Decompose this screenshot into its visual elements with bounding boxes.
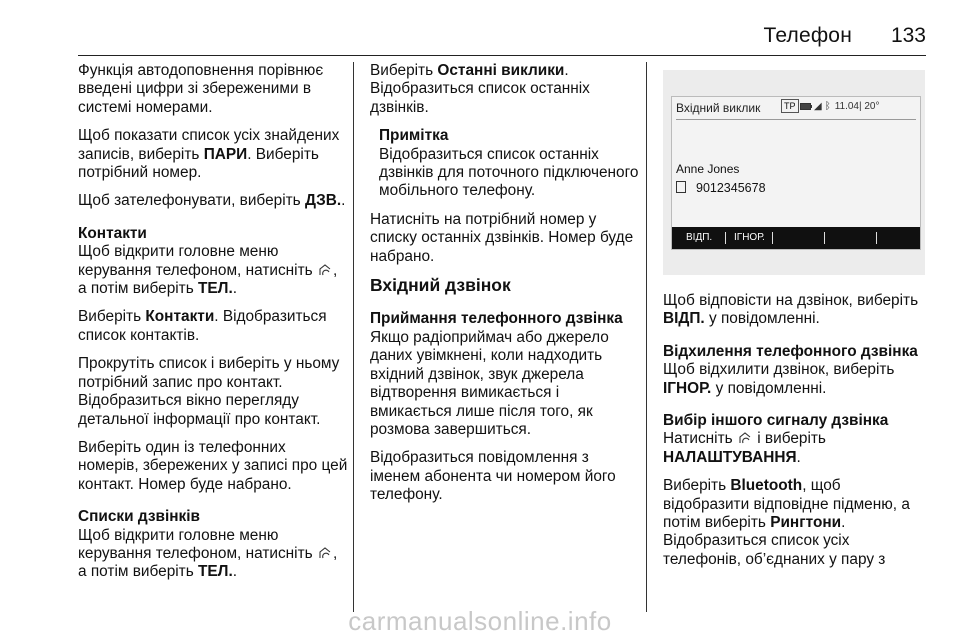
caller-number-row [676, 181, 766, 195]
home-icon [319, 547, 331, 559]
battery-icon [800, 103, 812, 110]
mute-source-paragraph: Якщо радіоприймач або джерело даних увімкнені, коли надходить вхідний дзвінок, звук джерела відтворення вимикається і вмикається лише після того, як розмова завершиться. [370, 328, 609, 438]
answer-paragraph: Щоб відповісти на дзвінок, виберіть ВІДП. у повідомленні. [663, 292, 919, 328]
softkey-separator [824, 232, 825, 244]
call-lists-heading: Списки дзвінків [78, 508, 200, 526]
softkey-separator [725, 232, 726, 244]
ignore-softkey[interactable]: ІГНОР. [734, 232, 765, 243]
softkey-separator [876, 232, 877, 244]
softkey-separator [772, 232, 773, 244]
contacts-heading: Контакти [78, 224, 147, 242]
contacts-number-paragraph: Виберіть один із телефонних номерів, збережених у записі про цей контакт. Номер буде набрано. [78, 438, 348, 493]
note-block [370, 127, 640, 201]
column-1 [78, 62, 350, 582]
answer-softkey[interactable]: ВІДП. [686, 232, 713, 243]
pairs-paragraph: Щоб показати список усіх знайдених записів, виберіть ПАРИ. Виберіть потрібний номер. [78, 127, 340, 182]
incoming-call-heading: Вхідний дзвінок [370, 275, 511, 296]
contacts-scroll-paragraph: Прокрутіть список і виберіть у ньому потрібний запис про контакт. Відобразиться вікно перегляду детальної інформації про контакт. [78, 355, 340, 428]
page-header [0, 0, 960, 58]
home-icon [319, 264, 331, 276]
autocomplete-paragraph: Функція автодоповнення порівнює введені цифри зі збереженими в системі номерами. [78, 62, 324, 116]
receive-call-heading: Приймання телефонного дзвінка [370, 310, 623, 328]
note-heading: Примітка [379, 127, 449, 145]
caller-number: 9012345678 [696, 181, 766, 195]
contacts-select-paragraph: Виберіть Контакти. Відобразиться список контактів. [78, 308, 327, 344]
column-divider-1 [353, 62, 354, 612]
watermark: carmanualsonline.info [348, 606, 612, 636]
note-text: Відобразиться список останніх дзвінків для поточного підключеного мобільного телефону. [379, 145, 639, 200]
settings-paragraph: Натисніть і виберіть НАЛАШТУВАННЯ. [663, 430, 826, 466]
recent-calls-paragraph: Виберіть Останні виклики. Відобразиться список останніх дзвінків. [370, 62, 590, 116]
caller-message-paragraph: Відобразиться повідомлення з іменем абонента чи номером його телефону. [370, 449, 616, 504]
screen-divider [676, 119, 916, 120]
phone-icon [676, 181, 686, 193]
paired-phones-paragraph: Відобразиться список усіх телефонів, об’єднаних у пару з [663, 532, 886, 568]
incoming-call-screen-illustration [663, 70, 925, 275]
bluetooth-icon: ᛒ [824, 101, 831, 112]
header-rule [78, 55, 926, 56]
column-2 [370, 62, 640, 515]
tp-badge: TP [781, 99, 799, 113]
dial-recent-paragraph: Натисніть на потрібний номер у списку останніх дзвінків. Номер буде набрано. [370, 210, 634, 265]
screen-softkey-bar [672, 227, 920, 249]
call-paragraph: Щоб зателефонувати, виберіть ДЗВ.. [78, 192, 346, 210]
screen-title: Вхідний виклик [676, 101, 761, 115]
column-3 [663, 292, 928, 569]
ringtone-heading: Вибір іншого сигналу дзвінка [663, 412, 889, 430]
signal-icon: ◢ [814, 101, 822, 112]
column-divider-2 [646, 62, 647, 612]
caller-name: Anne Jones [676, 162, 740, 176]
reject-paragraph: Щоб відхилити дзвінок, виберіть ІГНОР. у повідомленні. [663, 361, 895, 397]
call-lists-open-paragraph: Щоб відкрити головне меню керування телефоном, натисніть , а потім виберіть ТЕЛ.. [78, 526, 338, 581]
section-title: Телефон [763, 24, 852, 47]
bluetooth-paragraph: Виберіть Bluetooth, щоб відобразити відповідне підменю, а потім виберіть Рингтони. [663, 477, 910, 532]
page-number: 133 [890, 24, 926, 47]
contacts-open-paragraph: Щоб відкрити головне меню керування телефоном, натисніть , а потім виберіть ТЕЛ.. [78, 243, 338, 298]
home-icon [739, 432, 751, 444]
status-readout: ◢ ᛒ 11.04| 20° [814, 101, 880, 112]
display-panel [671, 96, 921, 250]
reject-call-heading: Відхилення телефонного дзвінка [663, 342, 918, 360]
